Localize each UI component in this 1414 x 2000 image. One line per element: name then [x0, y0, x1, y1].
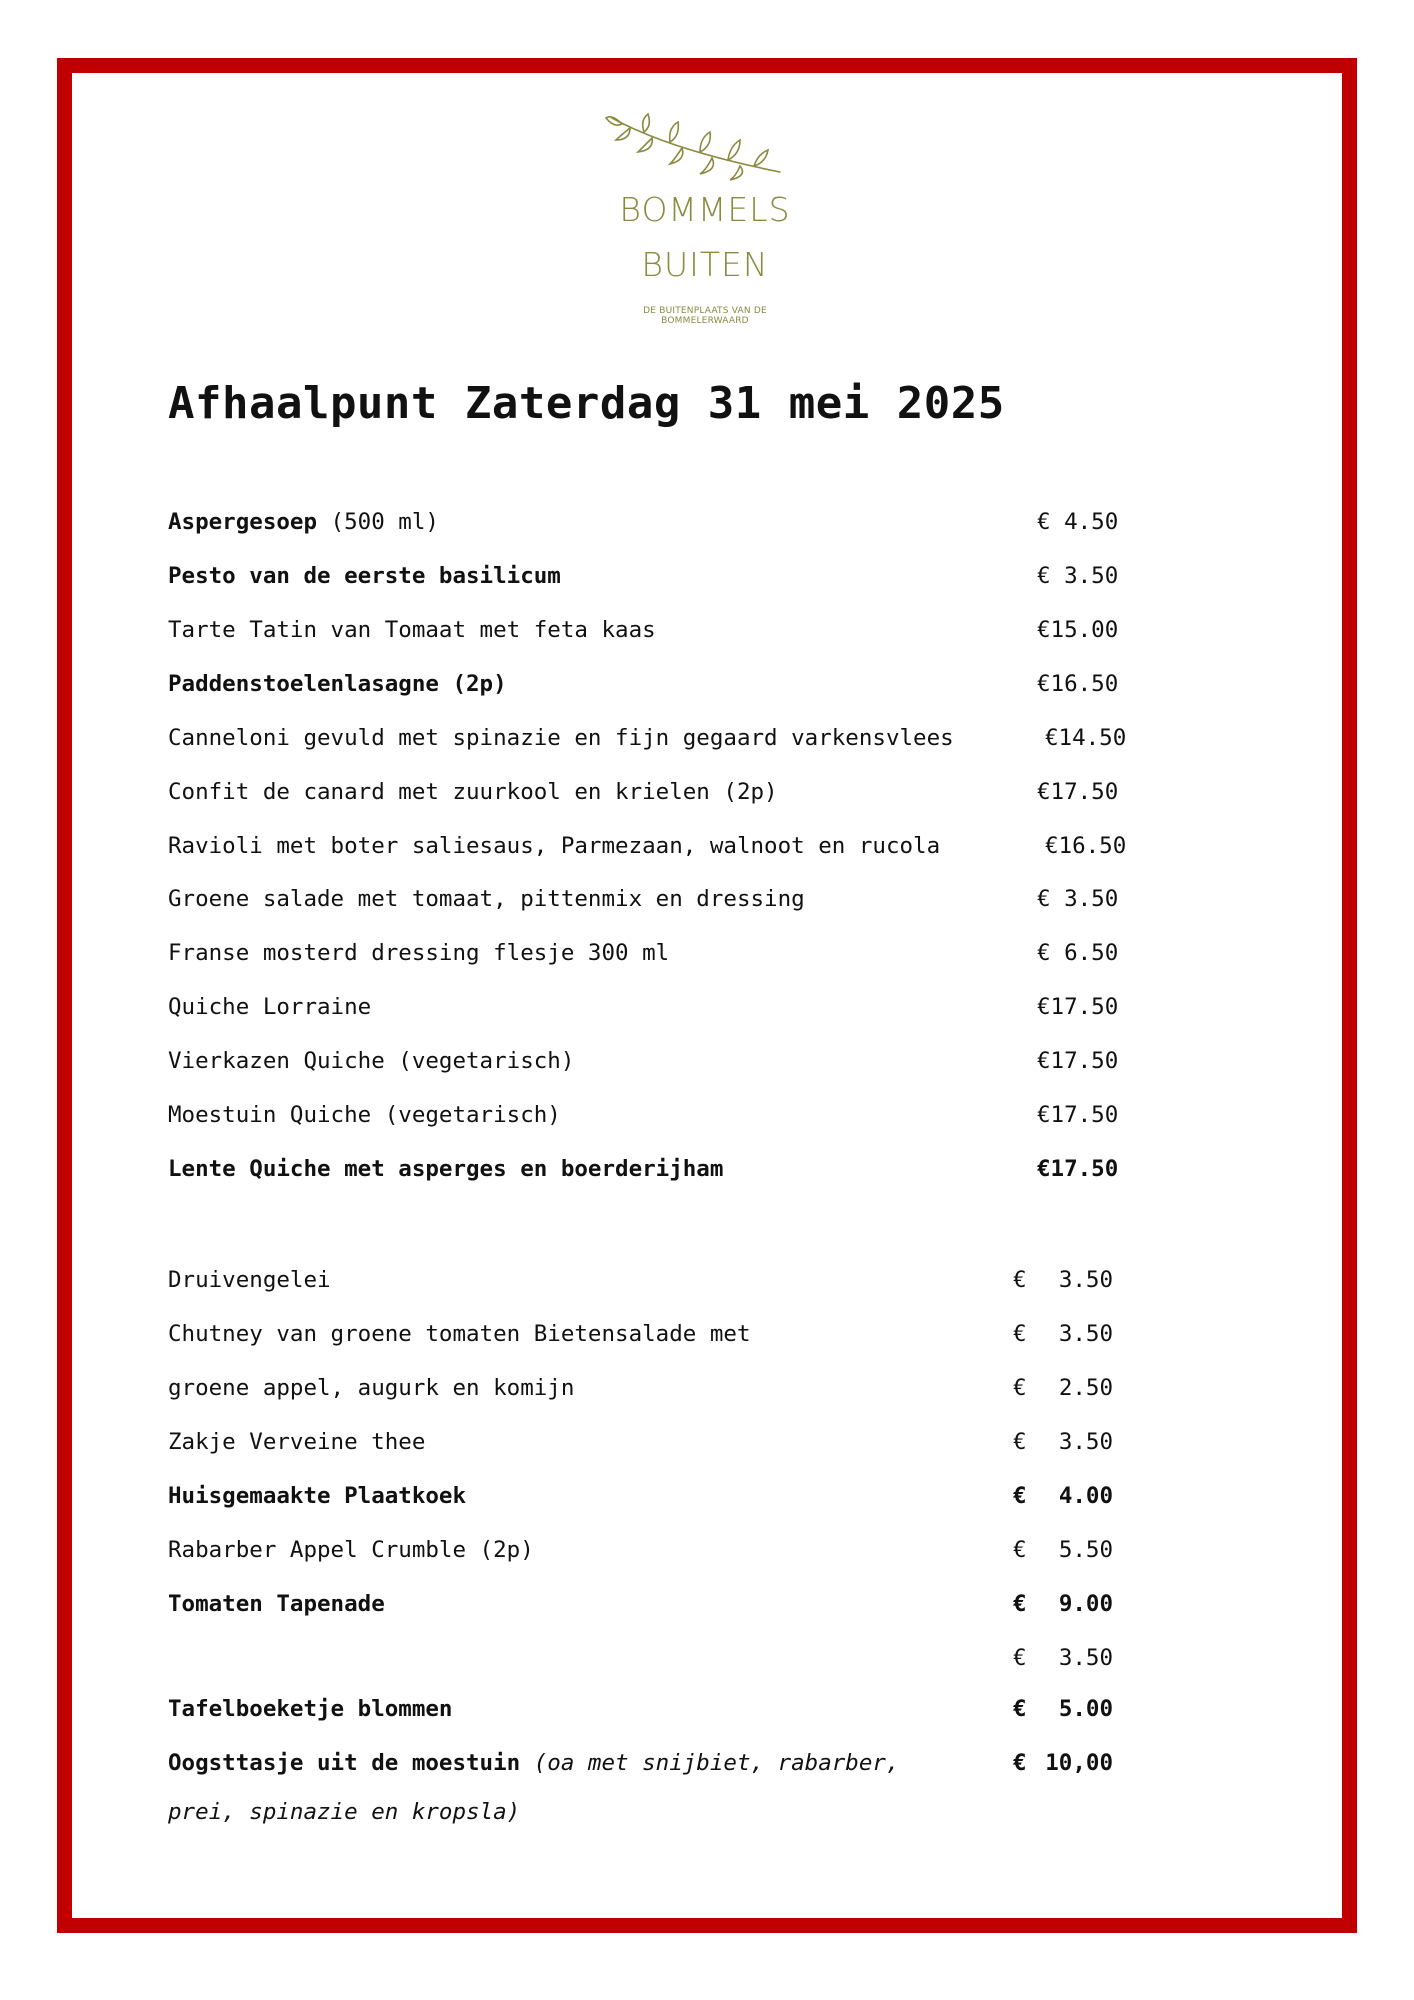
- extra-item-currency: €: [1013, 1321, 1027, 1347]
- menu-item-name: [168, 831, 940, 861]
- extra-item-amount: 2.50: [1058, 1375, 1113, 1401]
- menu-item-price: €17.50: [1037, 994, 1119, 1020]
- menu-item-title: Pesto van de eerste basilicum: [168, 563, 561, 589]
- logo-line2: BUITEN: [641, 245, 769, 284]
- extra-item-amount: 5.00: [1058, 1696, 1113, 1722]
- menu-item-title: Quiche Lorraine: [168, 994, 372, 1020]
- extra-item-title: Rabarber Appel Crumble (2p): [168, 1537, 534, 1563]
- menu-item-name: [168, 777, 778, 807]
- menu-item-price: €17.50: [1037, 1156, 1119, 1182]
- page-title: Afhaalpunt Zaterdag 31 mei 2025: [168, 378, 1005, 429]
- extra-item-title: Huisgemaakte Plaatkoek: [168, 1483, 467, 1509]
- extra-item-currency: €: [1013, 1696, 1027, 1722]
- extra-item-name: [168, 1535, 534, 1565]
- extra-item-name: [168, 1373, 574, 1403]
- extra-item-amount: 3.50: [1058, 1645, 1113, 1671]
- extra-item-name: [168, 1481, 466, 1511]
- menu-item-title: Ravioli met boter saliesaus, Parmezaan, walnoot en rucola: [168, 833, 941, 859]
- extra-item-currency: €: [1013, 1375, 1027, 1401]
- extra-item-title: Druivengelei: [168, 1267, 331, 1293]
- menu-item-name: [168, 992, 371, 1022]
- menu-item-price: €14.50: [1045, 725, 1127, 751]
- extra-item-amount: 10,00: [1045, 1750, 1113, 1776]
- extra-item-currency: €: [1013, 1537, 1027, 1563]
- menu-item-price: € 6.50: [1037, 940, 1119, 966]
- menu-item-price: €17.50: [1037, 1102, 1119, 1128]
- menu-item-name: [168, 884, 805, 914]
- menu-item-title: Aspergesoep: [168, 509, 318, 535]
- menu-item-name: [168, 1154, 723, 1184]
- logo-tagline: DE BUITENPLAATS VAN DE BOMMELERWAARD: [643, 306, 767, 326]
- extra-item-amount: 3.50: [1058, 1321, 1113, 1347]
- menu-item-title: Confit de canard met zuurkool en krielen (2p): [168, 779, 778, 805]
- menu-item-volume: (500 ml): [317, 509, 439, 535]
- extra-item-currency: €: [1013, 1483, 1027, 1509]
- extra-item-amount: 4.00: [1058, 1483, 1113, 1509]
- menu-item-name: [168, 1046, 574, 1076]
- extra-item-name: [168, 1589, 385, 1619]
- logo: [600, 110, 810, 330]
- extra-item-amount: 3.50: [1058, 1267, 1113, 1293]
- oogsttasje-note-line2: prei, spinazie en kropsla): [168, 1799, 521, 1825]
- extra-item-name: [168, 1748, 900, 1778]
- menu-item-price: €16.50: [1045, 833, 1127, 859]
- extra-item-currency: €: [1013, 1429, 1027, 1455]
- extra-item-title: Tafelboeketje blommen: [168, 1696, 453, 1722]
- menu-item-title: Paddenstoelenlasagne (2p): [168, 671, 507, 697]
- menu-item-title: Canneloni gevuld met spinazie en fijn gegaard varkensvlees: [168, 725, 954, 751]
- extra-item-title: Zakje Verveine thee: [168, 1429, 426, 1455]
- menu-item-price: €15.00: [1037, 617, 1119, 643]
- extra-item-amount: 9.00: [1058, 1591, 1113, 1617]
- extra-item-currency: €: [1013, 1645, 1027, 1671]
- menu-item-name: [168, 561, 561, 591]
- extra-item-note: (oa met snijbiet, rabarber,: [520, 1750, 900, 1776]
- extra-item-currency: €: [1013, 1267, 1027, 1293]
- extra-item-title: groene appel, augurk en komijn: [168, 1375, 575, 1401]
- menu-item-price: €17.50: [1037, 779, 1119, 805]
- extra-item-title: Oogsttasje uit de moestuin: [168, 1750, 521, 1776]
- menu-item-price: € 3.50: [1037, 886, 1119, 912]
- logo-line1: BOMMELS: [619, 190, 791, 229]
- extra-item-name: [168, 1694, 452, 1724]
- menu-item-price: € 4.50: [1037, 509, 1119, 535]
- extra-item-name: [168, 1265, 331, 1295]
- menu-item-title: Groene salade met tomaat, pittenmix en dressing: [168, 886, 805, 912]
- menu-item-name: [168, 615, 656, 645]
- menu-item-name: [168, 669, 507, 699]
- menu-item-title: Vierkazen Quiche (vegetarisch): [168, 1048, 575, 1074]
- menu-item-name: [168, 938, 669, 968]
- menu-item-title: Lente Quiche met asperges en boerderijham: [168, 1156, 724, 1182]
- extra-item-title: Chutney van groene tomaten Bietensalade met: [168, 1321, 751, 1347]
- menu-item-name: [168, 723, 954, 753]
- menu-item-title: Franse mosterd dressing flesje 300 ml: [168, 940, 670, 966]
- menu-item-name: [168, 507, 439, 537]
- extra-item-name: [168, 1427, 425, 1457]
- menu-item-title: Moestuin Quiche (vegetarisch): [168, 1102, 561, 1128]
- extra-item-amount: 3.50: [1058, 1429, 1113, 1455]
- menu-item-price: €17.50: [1037, 1048, 1119, 1074]
- menu-item-title: Tarte Tatin van Tomaat met feta kaas: [168, 617, 656, 643]
- extra-item-title: Tomaten Tapenade: [168, 1591, 385, 1617]
- menu-item-price: € 3.50: [1037, 563, 1119, 589]
- menu-item-price: €16.50: [1037, 671, 1119, 697]
- extra-item-amount: 5.50: [1058, 1537, 1113, 1563]
- extra-item-currency: €: [1013, 1591, 1027, 1617]
- extra-item-name: [168, 1319, 750, 1349]
- extra-item-currency: €: [1013, 1750, 1027, 1776]
- menu-item-name: [168, 1100, 561, 1130]
- olive-branch-icon: [600, 110, 810, 190]
